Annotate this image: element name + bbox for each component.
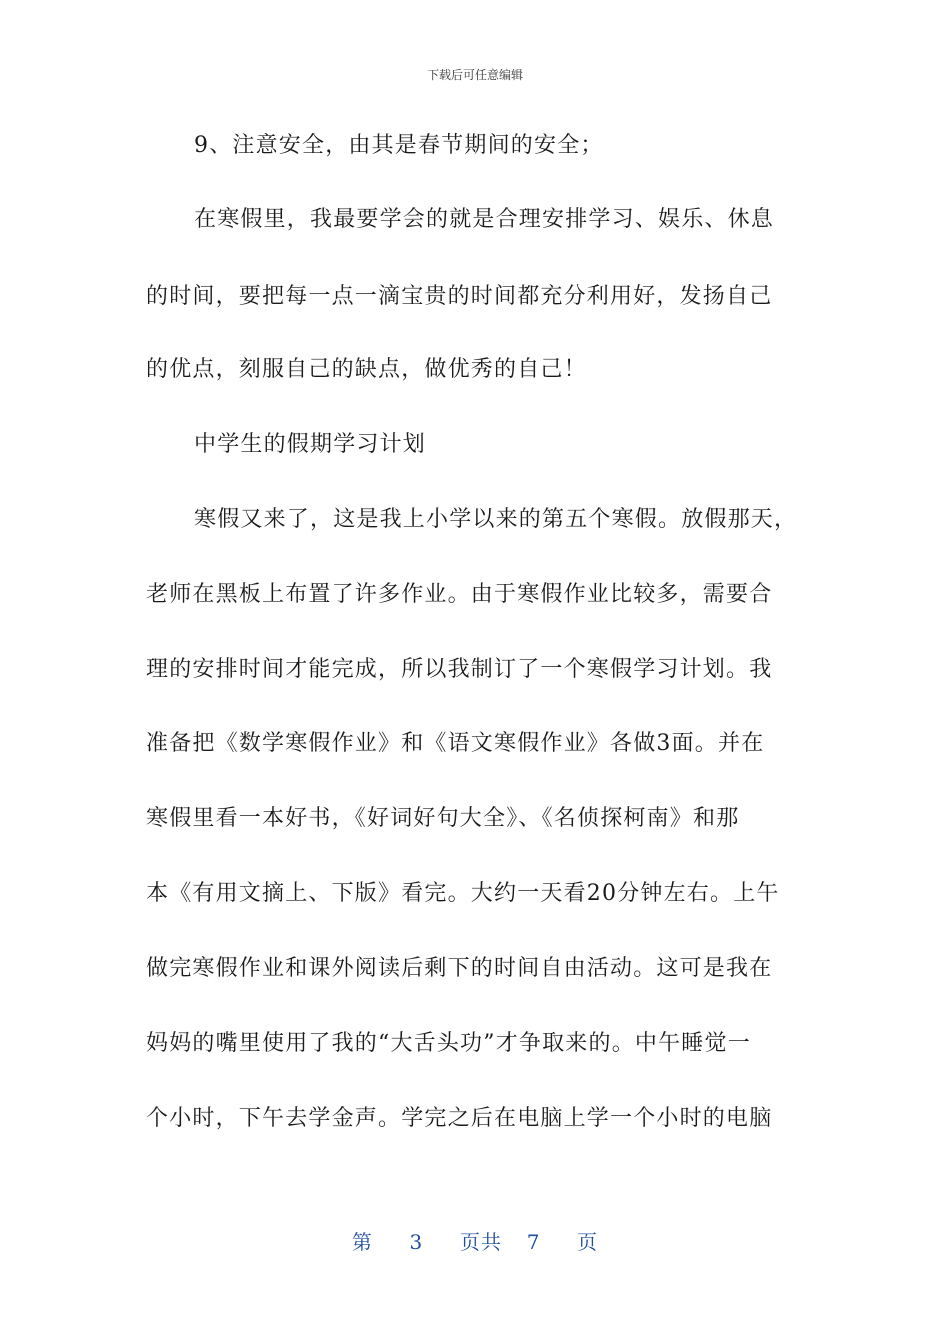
text-line: 的优点，刻服自己的缺点，做优秀的自己！: [146, 357, 587, 382]
text-line: 寒假又来了，这是我上小学以来的第五个寒假。放假那天，: [194, 507, 798, 532]
text-line: 老师在黑板上布置了许多作业。由于寒假作业比较多，需要合: [146, 582, 773, 607]
text-line: 本《有用文摘上、下版》看完。大约一天看20分钟左右。上午: [146, 881, 780, 906]
footer-suffix: 页: [577, 1230, 599, 1254]
text-line: 妈妈的嘴里使用了我的“大舌头功”才争取来的。中午睡觉一: [146, 1031, 751, 1056]
text-line: 做完寒假作业和课外阅读后剩下的时间自由活动。这可是我在: [146, 956, 773, 981]
text-line: 个小时，下午去学金声。学完之后在电脑上学一个小时的电脑: [146, 1106, 773, 1131]
page-total: 7: [526, 1230, 541, 1254]
section-heading: 中学生的假期学习计划: [194, 432, 427, 457]
page-number: 3: [409, 1230, 424, 1254]
text-line: 9、注意安全，由其是春节期间的安全；: [194, 133, 604, 158]
text-line: 在寒假里，我最要学会的就是合理安排学习、娱乐、休息: [194, 207, 775, 232]
page-footer: [0, 1226, 950, 1255]
text-line: 的时间，要把每一点一滴宝贵的时间都充分利用好，发扬自己: [146, 284, 773, 309]
footer-prefix: 第: [351, 1230, 373, 1254]
header-note: 下载后可任意编辑: [426, 68, 523, 82]
text-line: 准备把《数学寒假作业》和《语文寒假作业》各做3面。并在: [146, 731, 765, 756]
text-line: 理的安排时间才能完成，所以我制订了一个寒假学习计划。我: [146, 657, 773, 682]
footer-mid: 页共: [460, 1230, 502, 1254]
text-line: 寒假里看一本好书，《好词好句大全》、《名侦探柯南》和那: [146, 806, 740, 831]
